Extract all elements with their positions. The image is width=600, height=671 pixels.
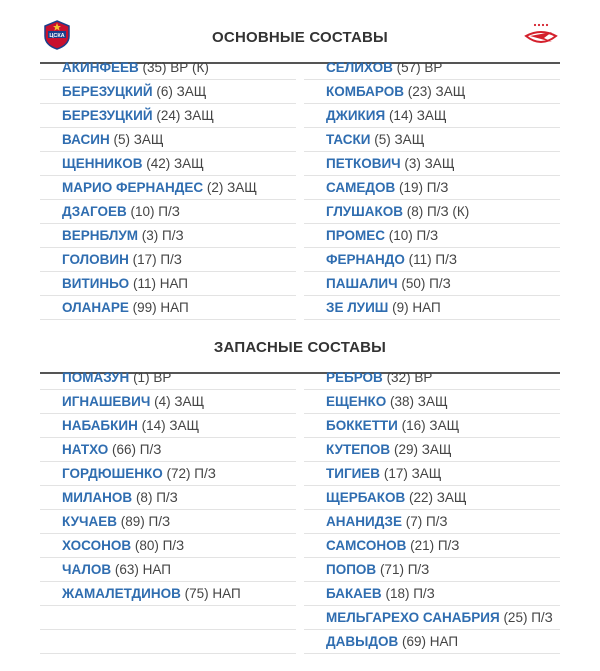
player-name-link[interactable]: ГЛУШАКОВ — [326, 204, 403, 219]
player-name-link[interactable]: ЕЩЕНКО — [326, 394, 387, 409]
player-number-position: (14) ЗАЩ — [388, 108, 447, 123]
player-row — [40, 414, 296, 438]
player-row — [304, 534, 560, 558]
player-row — [304, 104, 560, 128]
player-number-position: (19) П/З — [399, 180, 449, 195]
player-name-link[interactable]: ЩЕННИКОВ — [62, 156, 143, 171]
player-number-position: (11) П/З — [408, 252, 458, 267]
player-row — [304, 152, 560, 176]
player-name-link[interactable]: САМЕДОВ — [326, 180, 396, 195]
player-name-link[interactable]: БОККЕТТИ — [326, 418, 398, 433]
player-number-position: (23) ЗАЩ — [407, 84, 466, 99]
player-number-position: (80) П/З — [134, 538, 185, 553]
player-name-link[interactable]: БЕРЕЗУЦКИЙ — [62, 108, 153, 123]
section-title: ЗАПАСНЫЕ СОСТАВЫ — [213, 339, 387, 356]
player-name-link[interactable]: АКИНФЕЕВ — [62, 60, 139, 75]
player-name-link[interactable]: ВАСИН — [62, 132, 110, 147]
player-name-link[interactable]: ИГНАШЕВИЧ — [62, 394, 151, 409]
player-number-position: (22) ЗАЩ — [408, 490, 467, 505]
player-name-link[interactable]: КОМБАРОВ — [326, 84, 405, 99]
player-row — [40, 366, 296, 390]
player-name-link[interactable]: ЗЕ ЛУИШ — [326, 300, 389, 315]
section-title: ОСНОВНЫЕ СОСТАВЫ — [212, 29, 388, 46]
player-number-position: (14) ЗАЩ — [141, 418, 200, 433]
player-number-position: (63) НАП — [114, 562, 171, 577]
player-name-link[interactable]: ПАШАЛИЧ — [326, 276, 398, 291]
player-number-position: (1) ВР — [133, 370, 172, 385]
player-row — [40, 176, 296, 200]
player-name-link[interactable]: ПОПОВ — [326, 562, 377, 577]
player-row — [40, 248, 296, 272]
player-name-link[interactable]: ДЗАГОЕВ — [62, 204, 127, 219]
player-row — [40, 462, 296, 486]
player-row — [304, 366, 560, 390]
player-number-position: (10) П/З — [388, 228, 439, 243]
player-row — [40, 152, 296, 176]
player-name-link[interactable]: ВИТИНЬО — [62, 276, 130, 291]
player-name-link[interactable]: ПОМАЗУН — [62, 370, 130, 385]
player-row — [304, 510, 560, 534]
player-row — [40, 486, 296, 510]
player-name-link[interactable]: ФЕРНАНДО — [326, 252, 405, 267]
player-name-link[interactable]: РЕБРОВ — [326, 370, 383, 385]
player-row — [40, 558, 296, 582]
player-name-link[interactable]: МИЛАНОВ — [62, 490, 133, 505]
player-name-link[interactable]: ГОЛОВИН — [62, 252, 129, 267]
player-name-link[interactable]: КУЧАЕВ — [62, 514, 117, 529]
player-name-link[interactable]: ХОСОНОВ — [62, 538, 132, 553]
player-number-position: (7) П/З — [405, 514, 448, 529]
starting-away-list — [304, 56, 560, 320]
player-name-link[interactable]: МЕЛЬГАРЕХО САНАБРИЯ — [326, 610, 500, 625]
player-row — [304, 558, 560, 582]
player-number-position: (38) ЗАЩ — [390, 394, 448, 409]
player-number-position: (50) П/З — [401, 276, 451, 291]
player-number-position: (3) ЗАЩ — [404, 156, 455, 171]
player-name-link[interactable]: БАКАЕВ — [326, 586, 382, 601]
player-number-position: (72) П/З — [166, 466, 216, 481]
player-number-position: (42) ЗАЩ — [146, 156, 204, 171]
player-row — [304, 128, 560, 152]
player-row — [304, 438, 560, 462]
player-row — [304, 390, 560, 414]
starting-home-list — [40, 56, 296, 320]
player-number-position: (35) ВР (К) — [142, 60, 209, 75]
player-row — [304, 80, 560, 104]
player-number-position: (10) П/З — [130, 204, 180, 219]
player-name-link[interactable]: НАТХО — [62, 442, 109, 457]
player-name-link[interactable]: ТАСКИ — [326, 132, 371, 147]
player-row — [40, 128, 296, 152]
player-row — [304, 630, 560, 654]
player-row — [304, 272, 560, 296]
player-number-position: (4) ЗАЩ — [154, 394, 205, 409]
player-row — [304, 56, 560, 80]
player-row — [40, 630, 296, 654]
player-name-link[interactable]: ДЖИКИЯ — [326, 108, 386, 123]
player-name-link[interactable]: МАРИО ФЕРНАНДЕС — [62, 180, 204, 195]
starting-lineups-header — [40, 20, 560, 60]
player-row — [304, 462, 560, 486]
player-number-position: (89) П/З — [120, 514, 171, 529]
player-number-position: (8) П/З (К) — [406, 204, 470, 219]
player-number-position: (71) П/З — [379, 562, 430, 577]
player-number-position: (57) ВР — [396, 60, 443, 75]
player-row — [304, 200, 560, 224]
player-number-position: (29) ЗАЩ — [393, 442, 452, 457]
player-row — [40, 606, 296, 630]
player-name-link[interactable]: ВЕРНБЛУМ — [62, 228, 138, 243]
player-name-link[interactable]: ОЛАНАРЕ — [62, 300, 129, 315]
player-row — [304, 224, 560, 248]
player-row — [40, 272, 296, 296]
player-name-link[interactable]: АНАНИДЗЕ — [326, 514, 402, 529]
player-row — [40, 56, 296, 80]
player-row — [304, 582, 560, 606]
player-name-link[interactable]: НАБАБКИН — [62, 418, 138, 433]
player-row — [40, 582, 296, 606]
substitutes-header — [40, 330, 560, 370]
player-number-position: (5) ЗАЩ — [113, 132, 164, 147]
player-row — [40, 104, 296, 128]
player-number-position: (25) П/З — [503, 610, 553, 625]
player-name-link[interactable]: ЧАЛОВ — [62, 562, 112, 577]
player-number-position: (17) П/З — [132, 252, 182, 267]
player-name-link[interactable]: ПЕТКОВИЧ — [326, 156, 401, 171]
player-row — [40, 510, 296, 534]
player-row — [40, 200, 296, 224]
player-number-position: (3) П/З — [141, 228, 184, 243]
player-row — [40, 296, 296, 320]
player-row — [40, 390, 296, 414]
player-number-position: (75) НАП — [184, 586, 241, 601]
player-number-position: (18) П/З — [385, 586, 435, 601]
player-number-position: (9) НАП — [392, 300, 441, 315]
player-row — [40, 534, 296, 558]
player-name-link[interactable]: ПРОМЕС — [326, 228, 386, 243]
player-number-position: (66) П/З — [112, 442, 162, 457]
player-row — [304, 414, 560, 438]
player-number-position: (11) НАП — [132, 276, 189, 291]
player-number-position: (16) ЗАЩ — [401, 418, 460, 433]
player-row — [40, 224, 296, 248]
player-number-position: (21) П/З — [410, 538, 460, 553]
player-name-link[interactable]: ДАВЫДОВ — [326, 634, 399, 649]
player-row — [304, 176, 560, 200]
player-row — [304, 606, 560, 630]
player-row — [304, 248, 560, 272]
player-row — [304, 486, 560, 510]
player-number-position: (17) ЗАЩ — [383, 466, 442, 481]
player-number-position: (99) НАП — [132, 300, 189, 315]
player-number-position: (8) П/З — [135, 490, 178, 505]
player-name-link[interactable]: КУТЕПОВ — [326, 442, 391, 457]
player-number-position: (5) ЗАЩ — [374, 132, 425, 147]
player-name-link[interactable]: САМСОНОВ — [326, 538, 407, 553]
player-row — [304, 296, 560, 320]
svg-text:ЦСКА: ЦСКА — [49, 32, 65, 39]
player-number-position: (32) ВР — [386, 370, 433, 385]
player-name-link[interactable]: БЕРЕЗУЦКИЙ — [62, 84, 153, 99]
player-number-position: (2) ЗАЩ — [206, 180, 257, 195]
player-row — [40, 80, 296, 104]
subs-away-list — [304, 366, 560, 654]
player-name-link[interactable]: ГОРДЮШЕНКО — [62, 466, 163, 481]
player-name-link[interactable]: ЩЕРБАКОВ — [326, 490, 406, 505]
player-number-position: (6) ЗАЩ — [156, 84, 207, 99]
player-name-link[interactable]: ТИГИЕВ — [326, 466, 381, 481]
subs-home-list — [40, 366, 296, 654]
player-name-link[interactable]: ЖАМАЛЕТДИНОВ — [62, 586, 181, 601]
player-row — [40, 438, 296, 462]
player-name-link[interactable]: СЕЛИХОВ — [326, 60, 393, 75]
player-number-position: (24) ЗАЩ — [156, 108, 214, 123]
player-number-position: (69) НАП — [401, 634, 459, 649]
